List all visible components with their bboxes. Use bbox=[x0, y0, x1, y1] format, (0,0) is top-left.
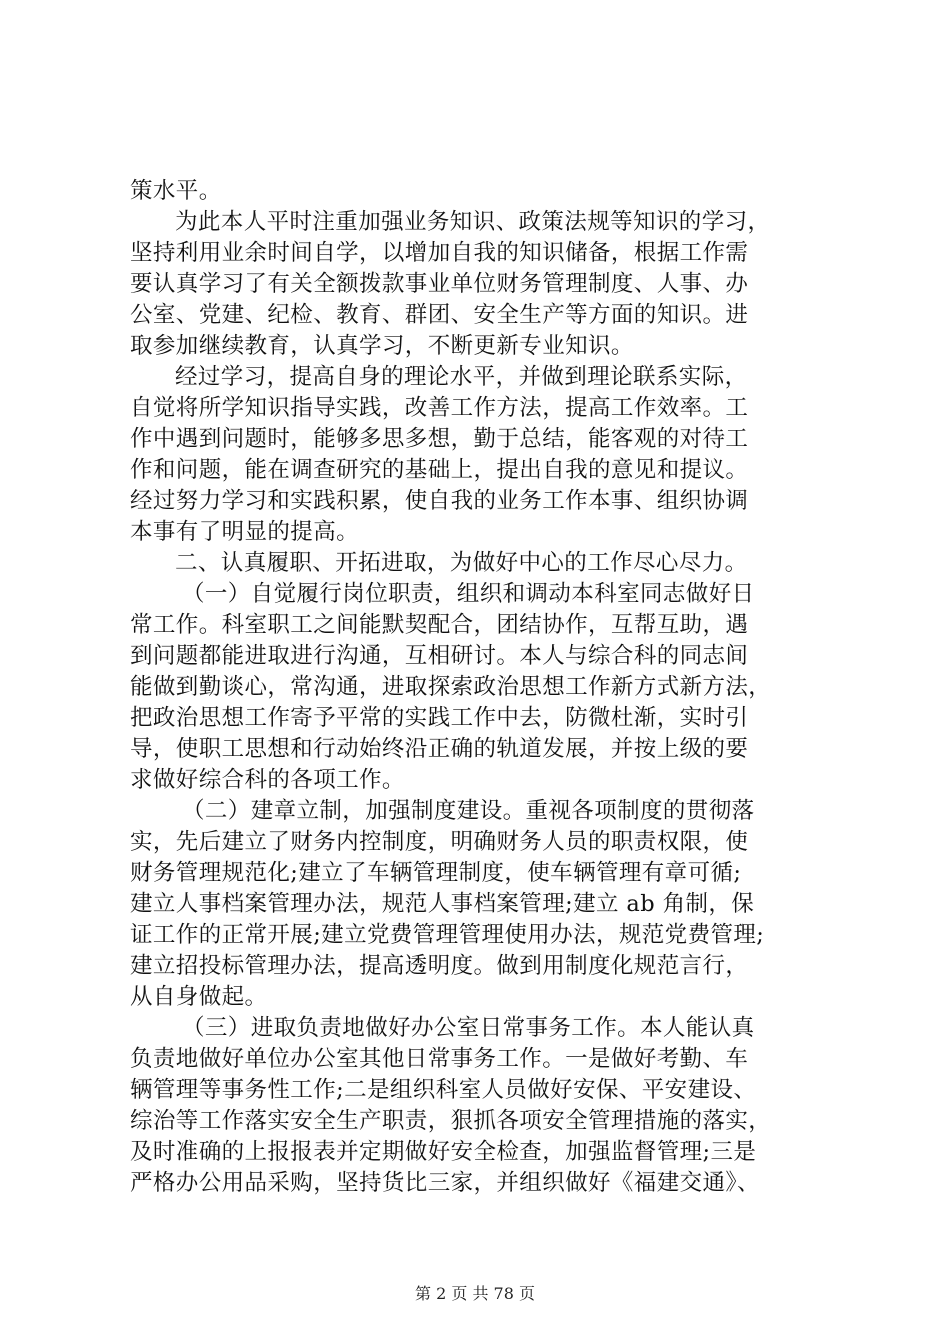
text-line: 综治等工作落实安全生产职责，狠抓各项安全管理措施的落实， bbox=[130, 1108, 772, 1134]
text-line: 作和问题，能在调查研究的基础上，提出自我的意见和提议。 bbox=[130, 457, 749, 483]
text-line: 及时准确的上报报表并定期做好安全检查，加强监督管理;三是 bbox=[130, 1139, 757, 1165]
text-line: 实，先后建立了财务内控制度，明确财务人员的职责权限，使 bbox=[130, 829, 749, 855]
text-line: 常工作。科室职工之间能默契配合，团结协作，互帮互助，遇 bbox=[130, 612, 749, 638]
text-line: 把政治思想工作寄予平常的实践工作中去，防微杜渐，实时引 bbox=[130, 705, 749, 731]
text-line: 导，使职工思想和行动始终沿正确的轨道发展，并按上级的要 bbox=[130, 736, 749, 762]
text-line: 为此本人平时注重加强业务知识、政策法规等知识的学习， bbox=[175, 209, 771, 235]
text-line: 负责地做好单位办公室其他日常事务工作。一是做好考勤、车 bbox=[130, 1046, 749, 1072]
text-line: 辆管理等事务性工作;二是组织科室人员做好安保、平安建设、 bbox=[130, 1077, 757, 1103]
text-line: 要认真学习了有关全额拨款事业单位财务管理制度、人事、办 bbox=[130, 271, 749, 297]
text-line: （一）自觉履行岗位职责，组织和调动本科室同志做好日 bbox=[182, 581, 755, 607]
text-line: 能做到勤谈心，常沟通，进取探索政治思想工作新方式新方法， bbox=[130, 674, 772, 700]
text-line: 求做好综合科的各项工作。 bbox=[130, 767, 405, 793]
page-number-footer: 第 2 页 共 78 页 bbox=[415, 1284, 535, 1303]
text-line: 建立人事档案管理办法，规范人事档案管理;建立 ab 角制，保 bbox=[130, 891, 755, 917]
text-line: （二）建章立制，加强制度建设。重视各项制度的贯彻落 bbox=[182, 798, 755, 824]
text-line: （三）进取负责地做好办公室日常事务工作。本人能认真 bbox=[182, 1015, 755, 1041]
text-line: 公室、党建、纪检、教育、群团、安全生产等方面的知识。进 bbox=[130, 302, 749, 328]
text-line: 取参加继续教育，认真学习，不断更新专业知识。 bbox=[130, 333, 634, 359]
text-line: 财务管理规范化;建立了车辆管理制度，使车辆管理有章可循; bbox=[130, 860, 742, 886]
text-line: 经过努力学习和实践积累，使自我的业务工作本事、组织协调 bbox=[130, 488, 749, 514]
text-line: 策水平。 bbox=[130, 178, 222, 204]
text-line: 经过学习，提高自身的理论水平，并做到理论联系实际， bbox=[175, 364, 748, 390]
text-line: 作中遇到问题时，能够多思多想，勤于总结，能客观的对待工 bbox=[130, 426, 749, 452]
text-line: 自觉将所学知识指导实践，改善工作方法，提高工作效率。工 bbox=[130, 395, 749, 421]
text-line: 建立招投标管理办法，提高透明度。做到用制度化规范言行， bbox=[130, 953, 749, 979]
text-line: 到问题都能进取进行沟通，互相研讨。本人与综合科的同志间 bbox=[130, 643, 749, 669]
text-line: 严格办公用品采购，坚持货比三家，并组织做好《福建交通》、 bbox=[130, 1170, 760, 1196]
text-line: 坚持利用业余时间自学，以增加自我的知识储备，根据工作需 bbox=[130, 240, 749, 266]
section-heading: 二、认真履职、开拓进取，为做好中心的工作尽心尽力。 bbox=[175, 550, 748, 576]
body-text bbox=[130, 176, 830, 1199]
text-line: 本事有了明显的提高。 bbox=[130, 519, 360, 545]
text-line: 证工作的正常开展;建立党费管理管理使用办法，规范党费管理; bbox=[130, 922, 765, 948]
text-line: 从自身做起。 bbox=[130, 984, 268, 1010]
